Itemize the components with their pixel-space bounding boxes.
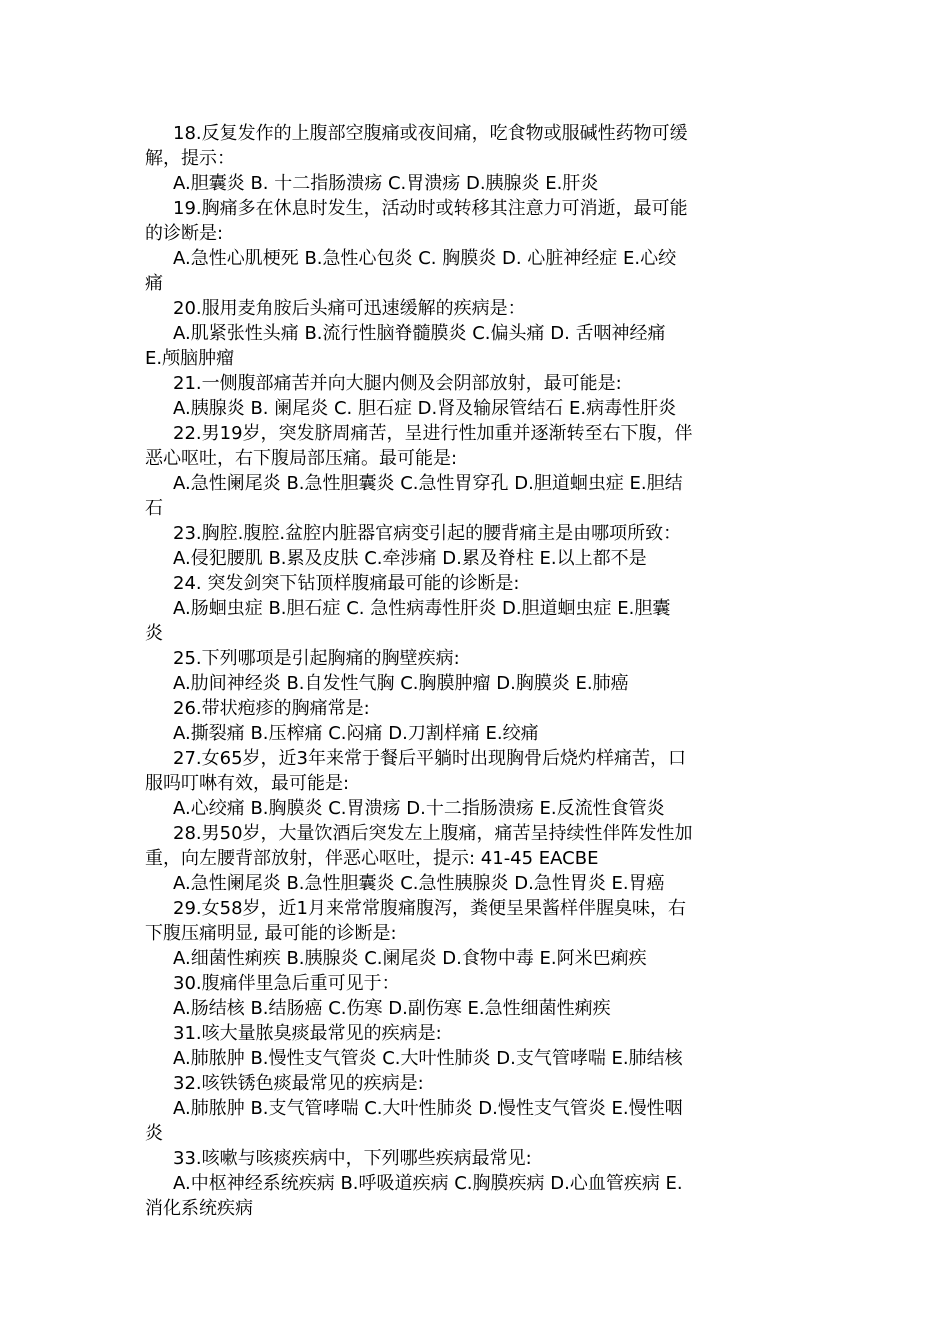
text-line: 恶心呕吐，右下腹局部压痛。最可能是: <box>145 448 458 469</box>
text-line: A.撕裂痛 B.压榨痛 C.闷痛 D.刀割样痛 E.绞痛 <box>173 723 539 744</box>
text-line: A.中枢神经系统疾病 B.呼吸道疾病 C.胸膜疾病 D.心血管疾病 E. <box>173 1173 683 1194</box>
text-line: 的诊断是: <box>145 223 224 244</box>
text-line: 23.胸腔.腹腔.盆腔内脏器官病变引起的腰背痛主是由哪项所致： <box>173 523 682 544</box>
text-line: 21.一侧腹部痛苦并向大腿内侧及会阴部放射，最可能是: <box>173 373 622 394</box>
text-line: 24. 突发剑突下钻顶样腹痛最可能的诊断是: <box>173 573 520 594</box>
text-line: 痛 <box>145 273 163 294</box>
text-line: 18.反复发作的上腹部空腹痛或夜间痛，吃食物或服碱性药物可缓 <box>173 123 688 144</box>
text-line: E.颅脑肿瘤 <box>145 348 235 369</box>
text-line: 炎 <box>145 623 163 644</box>
text-line: 下腹压痛明显, 最可能的诊断是: <box>145 923 397 944</box>
text-line: A.肺脓肿 B.支气管哮喘 C.大叶性肺炎 D.慢性支气管炎 E.慢性咽 <box>173 1098 683 1119</box>
text-line: 32.咳铁锈色痰最常见的疾病是: <box>173 1073 424 1094</box>
document-text-body <box>145 121 805 1221</box>
text-line: 29.女58岁，近1月来常常腹痛腹泻，粪便呈果酱样伴腥臭味，右 <box>173 898 686 919</box>
text-line: A.肠蛔虫症 B.胆石症 C. 急性病毒性肝炎 D.胆道蛔虫症 E.胆囊 <box>173 598 671 619</box>
text-line: A.肠结核 B.结肠癌 C.伤寒 D.副伤寒 E.急性细菌性痢疾 <box>173 998 611 1019</box>
text-line: 消化系统疾病 <box>145 1198 253 1219</box>
text-line: 28.男50岁，大量饮酒后突发左上腹痛，痛苦呈持续性伴阵发性加 <box>173 823 693 844</box>
text-line: A.侵犯腰肌 B.累及皮肤 C.牵涉痛 D.累及脊柱 E.以上都不是 <box>173 548 647 569</box>
text-line: A.胰腺炎 B. 阑尾炎 C. 胆石症 D.肾及输尿管结石 E.病毒性肝炎 <box>173 398 677 419</box>
text-line: 30.腹痛伴里急后重可见于： <box>173 973 400 994</box>
text-line: A.肺脓肿 B.慢性支气管炎 C.大叶性肺炎 D.支气管哮喘 E.肺结核 <box>173 1048 683 1069</box>
text-line: A.心绞痛 B.胸膜炎 C.胃溃疡 D.十二指肠溃疡 E.反流性食管炎 <box>173 798 665 819</box>
text-line: 炎 <box>145 1123 163 1144</box>
text-line: A.肋间神经炎 B.自发性气胸 C.胸膜肿瘤 D.胸膜炎 E.肺癌 <box>173 673 629 694</box>
text-line: 19.胸痛多在休息时发生，活动时或转移其注意力可消逝，最可能 <box>173 198 688 219</box>
text-line: A.细菌性痢疾 B.胰腺炎 C.阑尾炎 D.食物中毒 E.阿米巴痢疾 <box>173 948 647 969</box>
text-line: 33.咳嗽与咳痰疾病中，下列哪些疾病最常见: <box>173 1148 532 1169</box>
text-line: 31.咳大量脓臭痰最常见的疾病是: <box>173 1023 442 1044</box>
text-line: A.胆囊炎 B. 十二指肠溃疡 C.胃溃疡 D.胰腺炎 E.肝炎 <box>173 173 599 194</box>
text-line: 重，向左腰背部放射，伴恶心呕吐，提示: 41-45 EACBE <box>145 848 599 869</box>
text-line: 服吗叮啉有效，最可能是: <box>145 773 350 794</box>
text-line: 25.下列哪项是引起胸痛的胸壁疾病: <box>173 648 460 669</box>
text-line: 26.带状疱疹的胸痛常是: <box>173 698 370 719</box>
text-line: A.急性阑尾炎 B.急性胆囊炎 C.急性胰腺炎 D.急性胃炎 E.胃癌 <box>173 873 665 894</box>
text-line: A.急性心肌梗死 B.急性心包炎 C. 胸膜炎 D. 心脏神经症 E.心绞 <box>173 248 677 269</box>
text-line: A.急性阑尾炎 B.急性胆囊炎 C.急性胃穿孔 D.胆道蛔虫症 E.胆结 <box>173 473 683 494</box>
text-line: A.肌紧张性头痛 B.流行性脑脊髓膜炎 C.偏头痛 D. 舌咽神经痛 <box>173 323 666 344</box>
text-line: 22.男19岁，突发脐周痛苦，呈进行性加重并逐渐转至右下腹，伴 <box>173 423 693 444</box>
text-line: 27.女65岁，近3年来常于餐后平躺时出现胸骨后烧灼样痛苦，口 <box>173 748 686 769</box>
text-line: 20.服用麦角胺后头痛可迅速缓解的疾病是： <box>173 298 526 319</box>
text-line: 石 <box>145 498 163 519</box>
text-line: 解，提示： <box>145 148 235 169</box>
